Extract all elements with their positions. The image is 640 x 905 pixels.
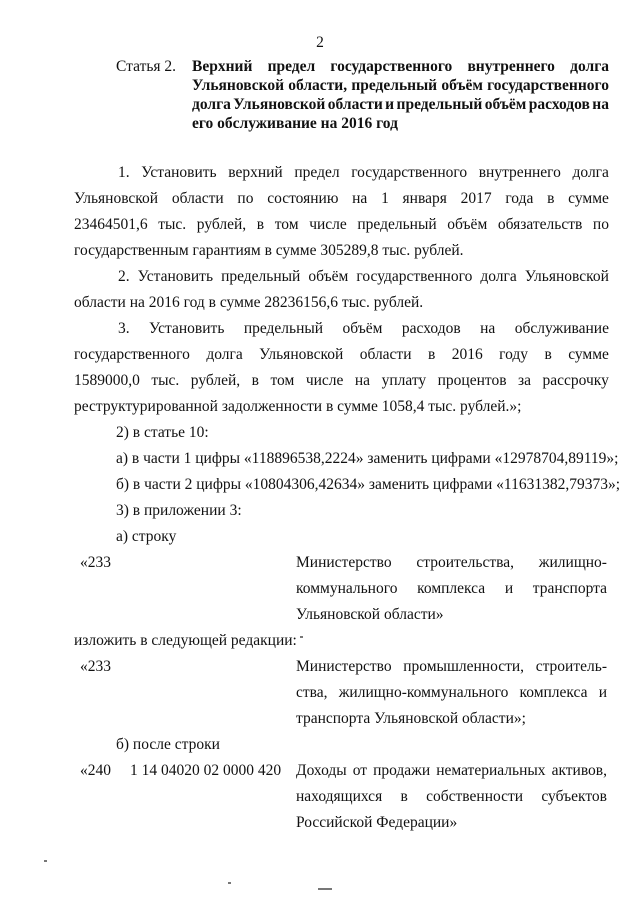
word: транспорта (532, 580, 607, 597)
word: Установить (137, 268, 214, 285)
row-after-line-1 (296, 762, 607, 781)
word: долга (480, 268, 517, 285)
word: долга (572, 164, 609, 181)
word: государственного (351, 164, 468, 181)
word: от (352, 762, 368, 779)
word: обслуживание (514, 320, 609, 337)
row-after-kbk: 1 14 04020 02 0000 420 (130, 762, 282, 779)
word: в (251, 372, 259, 389)
row-after-code: «240 (80, 762, 111, 779)
word: состоянию (267, 190, 339, 207)
para3-line-4: реструктурированной задолженности в сумме 1058,4 тыс. рублей.»; (74, 398, 522, 415)
word: коммунального (296, 580, 398, 597)
item-statya-10: 2) в статье 10: (116, 424, 209, 441)
word: активов, (551, 762, 607, 779)
word: в (544, 346, 552, 363)
word: объём (441, 77, 483, 94)
word: Ульяновской (74, 190, 159, 207)
row-old-line-3: Ульяновской области» (296, 606, 444, 623)
word: на (480, 320, 496, 337)
word: государственного (74, 346, 190, 363)
word: числе (309, 216, 347, 233)
word: рублей, (190, 372, 241, 389)
article-title-line-2 (192, 77, 609, 96)
article-title-line-1 (192, 58, 609, 77)
word: и (385, 96, 395, 113)
para2-line-1 (118, 268, 609, 287)
replace-instruction: изложить в следующей редакции: (74, 632, 297, 649)
row-after-line-2 (296, 788, 607, 807)
word: на (352, 190, 368, 207)
row-old-line-1 (296, 554, 607, 573)
word: расходов (401, 320, 461, 337)
word: 2016 (451, 346, 483, 363)
word: области (327, 96, 383, 113)
word: Ульяновской (259, 346, 344, 363)
word: за (518, 372, 532, 389)
word: в (400, 788, 408, 805)
word: Ульяновской (524, 268, 609, 285)
word: 1. (118, 164, 130, 181)
word: жилищно-коммунального (338, 684, 509, 701)
scan-speck (44, 860, 47, 862)
article-label: Статья 2. (116, 58, 177, 75)
article-title-line-3 (192, 96, 609, 115)
row-old-line-2 (296, 580, 607, 599)
word: долга (206, 346, 243, 363)
word: 1 (381, 190, 389, 207)
word: предельный (357, 216, 437, 233)
word: объём (308, 268, 349, 285)
item-stroku: а) строку (116, 528, 177, 545)
word: обязательств (497, 216, 583, 233)
row-old-code: «233 (80, 554, 111, 571)
after-row-instruction: б) после строки (116, 736, 220, 753)
row-new-line-2 (296, 684, 607, 703)
item-part-2: б) в части 2 цифры «10804306,42634» заменить цифрами «11631382,79373»; (116, 476, 621, 493)
word: рублей, (196, 216, 247, 233)
word: области (359, 346, 412, 363)
row-new-code: «233 (80, 658, 111, 675)
word: на (592, 96, 609, 113)
word: продажи (373, 762, 431, 779)
word: области (171, 190, 224, 207)
row-after-line-3: Российской Федерации» (296, 814, 458, 831)
word: по (237, 190, 254, 207)
word: тыс. (151, 372, 180, 389)
word: в (427, 346, 436, 363)
word: промышленности, (403, 658, 525, 675)
word: 1589000,0 (74, 372, 140, 389)
word: ства, (296, 684, 328, 701)
word: жилищно- (538, 554, 607, 571)
word: января (402, 190, 447, 207)
word: Верхний (192, 58, 253, 75)
word: предельный (351, 77, 438, 94)
word: собственности (426, 788, 524, 805)
word: предел (294, 164, 340, 181)
scan-speck (228, 882, 231, 884)
word: долга (570, 58, 609, 75)
word: расходов (528, 96, 590, 113)
word: в (547, 190, 555, 207)
word: сумме (568, 346, 609, 363)
word: и (598, 684, 607, 701)
word: года (505, 190, 534, 207)
word: его обслуживание на 2016 год (192, 115, 398, 132)
scan-speck (300, 636, 303, 638)
word: Ульяновской (192, 77, 285, 94)
word: объём (447, 216, 488, 233)
word: по (592, 216, 609, 233)
word: числе (305, 372, 344, 389)
word: Доходы (296, 762, 347, 779)
word: том (270, 372, 295, 389)
word: рассрочку (542, 372, 609, 389)
word: тыс. (158, 216, 187, 233)
word: Ульяновской (233, 96, 326, 113)
item-part-1: а) в части 1 цифры «118896538,2224» заменить цифрами «12978704,89119»; (116, 450, 619, 467)
para3-line-3 (74, 372, 609, 391)
word: сумме (568, 190, 609, 207)
item-appendix-3: 3) в приложении 3: (116, 502, 242, 519)
word: 3. (118, 320, 130, 337)
word: строитель- (535, 658, 607, 675)
word: государственного (356, 268, 473, 285)
word: внутреннего (478, 164, 561, 181)
word: Установить (149, 320, 225, 337)
word: том (274, 216, 299, 233)
word: и (504, 580, 514, 597)
word: на (354, 372, 371, 389)
para1-line-3 (74, 216, 609, 235)
word: 23464501,6 (74, 216, 148, 233)
word: процентов (437, 372, 507, 389)
row-new-line-1 (296, 658, 607, 677)
para3-line-2 (74, 346, 609, 365)
word: объём (342, 320, 383, 337)
word: субъектов (541, 788, 607, 805)
para1-line-4: государственным гарантиям в сумме 305289,8 тыс. рублей. (74, 242, 464, 259)
para2-line-2: области на 2016 год в сумме 28236156,6 тыс. рублей. (74, 294, 424, 311)
word: области, (288, 77, 348, 94)
page-number: 2 (316, 34, 324, 51)
word: 2. (118, 268, 130, 285)
word: долга (192, 96, 231, 113)
para3-line-1 (118, 320, 609, 339)
word: году (499, 346, 529, 363)
word: комплекса (519, 684, 588, 701)
word: строительства, (416, 554, 514, 571)
word: внутреннего (467, 58, 555, 75)
word: уплату (381, 372, 427, 389)
row-new-line-3: транспорта Ульяновской области»; (296, 710, 526, 727)
word: предельный (396, 96, 483, 113)
word: предельный (243, 320, 324, 337)
word: государственного (330, 58, 453, 75)
word: верхний (228, 164, 283, 181)
word: объём (484, 96, 527, 113)
scan-speck (318, 888, 332, 890)
word: Установить (141, 164, 217, 181)
para1-line-2 (74, 190, 609, 209)
word: в (256, 216, 265, 233)
article-title-line-4 (192, 115, 398, 134)
word: государственного (487, 77, 609, 94)
word: предельный (221, 268, 301, 285)
word: Министерство (296, 554, 392, 571)
word: 2017 (460, 190, 492, 207)
word: предел (267, 58, 316, 75)
para1-line-1 (118, 164, 609, 183)
word: Министерство (296, 658, 392, 675)
word: комплекса (417, 580, 486, 597)
word: нематериальных (436, 762, 546, 779)
word: находящихся (296, 788, 383, 805)
